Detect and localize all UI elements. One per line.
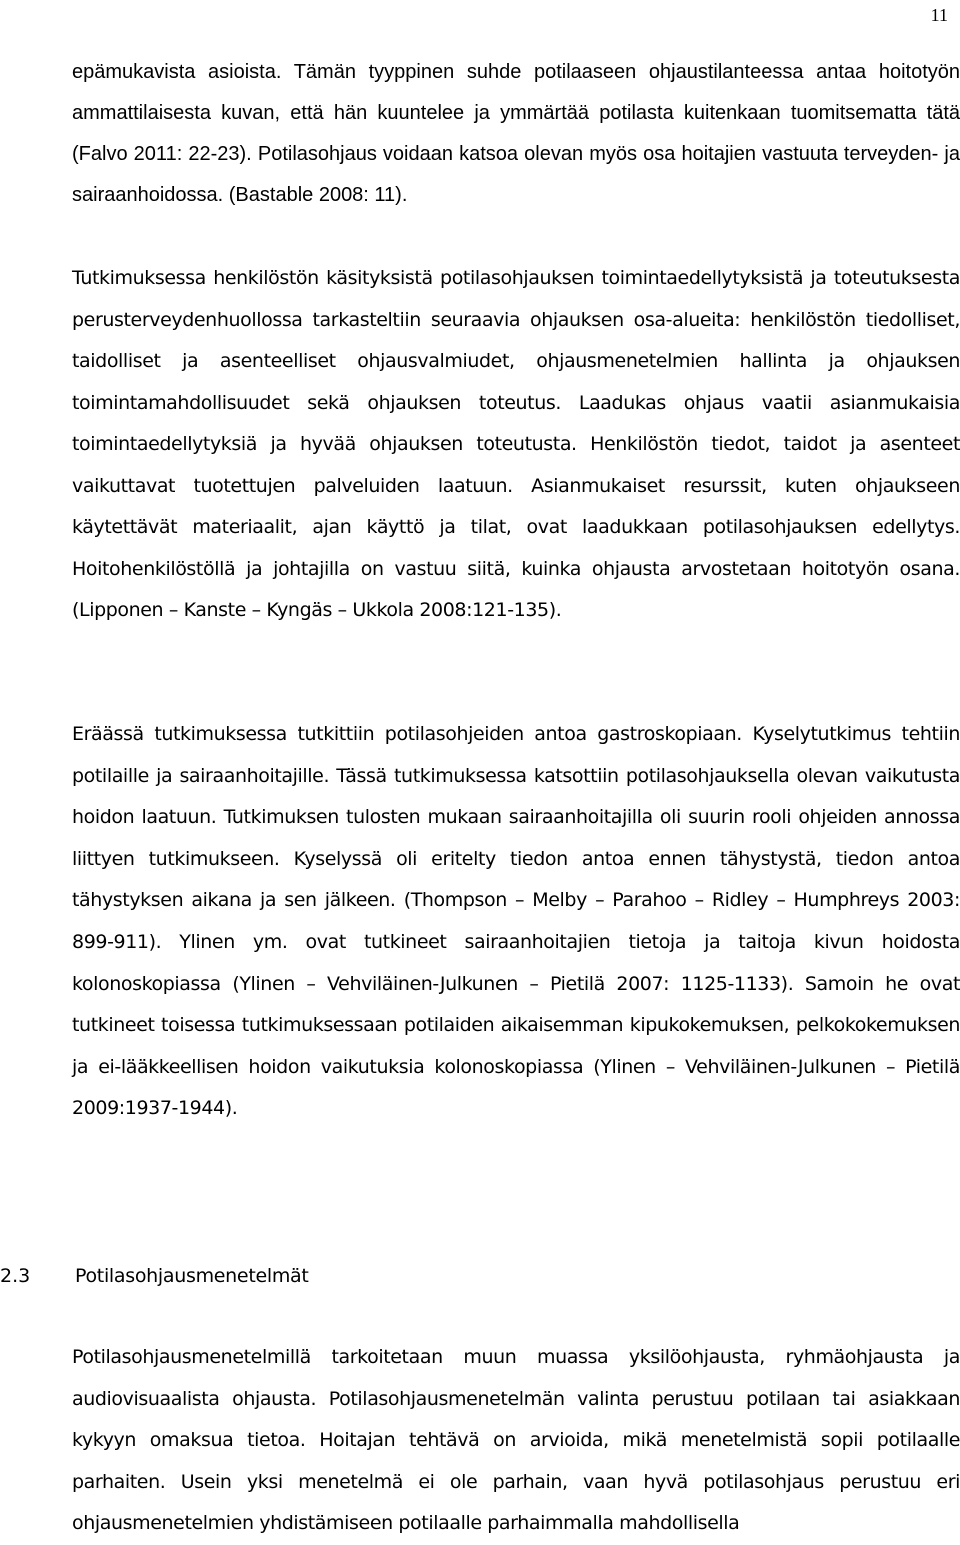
paragraph-gastroscopy-studies: Eräässä tutkimuksessa tutkittiin potilasohjeiden antoa gastroskopiaan. Kyselytutkimus tehtiin potilaille ja sairaanhoitajille. Tässä tutkimuksessa katsottiin potilasohjauksella olevan vaikutusta hoidon laatuun. Tutkimuksen tulosten mukaan sairaanhoitajilla oli suurin rooli ohjeiden annossa liittyen tutkimukseen. Kyselyssä oli eritelty tiedon antoa ennen tähystystä, tiedon antoa tähystyksen aikana ja sen jälkeen. (Thompson – Melby – Parahoo – Ridley – Humphreys 2003: 899-911). Ylinen ym. ovat tutkineet sairaanhoitajien tietoja ja taitoja kivun hoidosta kolonoskopiassa (Ylinen – Vehviläinen-Julkunen – Pietilä 2007: 1125-1133). Samoin he ovat tutkineet toisessa tutkimuksessaan potilaiden aikaisemman kipukokemuksen, pelkokokemuksen ja ei-lääkkeellisen hoidon vaikutuksia kolonoskopiassa (Ylinen – Vehviläinen-Julkunen – Pietilä 2009:1937-1944). [72,723,960,1120]
section-number: 2.3 [0,1265,31,1287]
paragraph-intro: epämukavista asioista. Tämän tyyppinen suhde potilaaseen ohjaustilanteessa antaa hoitotyön ammattilaisesta kuvan, että hän kuuntelee ja ymmärtää potilasta kuitenkaan tuomitsematta tätä (Falvo 2011: 22-23). Potilasohjaus voidaan katsoa olevan myös osa hoitajien vastuuta terveyden- ja sairaanhoidossa. (Bastable 2008: 11). [72,61,960,206]
page-number: 11 [930,5,948,25]
paragraph-methods: Potilasohjausmenetelmillä tarkoitetaan muun muassa yksilöohjausta, ryhmäohjausta ja audiovisuaalista ohjausta. Potilasohjausmenetelmän valinta perustuu potilaan tai asiakkaan kykyyn omaksua tietoa. Hoitajan tehtävä on arvioida, mikä menetelmistä sopii potilaalle parhaiten. Usein yksi menetelmä ei ole parhain, vaan hyvä potilasohjaus perustuu eri ohjausmenetelmien yhdistämiseen potilaalle parhaimmalla mahdollisella [72,1346,960,1534]
paragraph-research-findings: Tutkimuksessa henkilöstön käsityksistä potilasohjauksen toimintaedellytyksistä ja toteutuksesta perusterveydenhuollossa tarkasteltiin seuraavia ohjauksen osa-alueita: henkilöstön tiedolliset, taidolliset ja asenteelliset ohjausvalmiudet, ohjausmenetelmien hallinta ja ohjauksen toimintamahdollisuudet sekä ohjauksen toteutus. Laadukas ohjaus vaatii asianmukaisia toimintaedellytyksiä ja hyvää ohjauksen toteutusta. Henkilöstön tiedot, taidot ja asenteet vaikuttavat tuotettujen palveluiden laatuun. Asianmukaiset resurssit, kuten ohjaukseen käytettävät materiaalit, ajan käyttö ja tilat, ovat laadukkaan potilasohjauksen edellytys. Hoitohenkilöstöllä ja johtajilla on vastuu siitä, kuinka ohjausta arvostetaan hoitotyön osana. (Lipponen – Kanste – Kyngäs – Ukkola 2008:121-135). [72,267,960,621]
section-title: Potilasohjausmenetelmät [75,1265,309,1287]
